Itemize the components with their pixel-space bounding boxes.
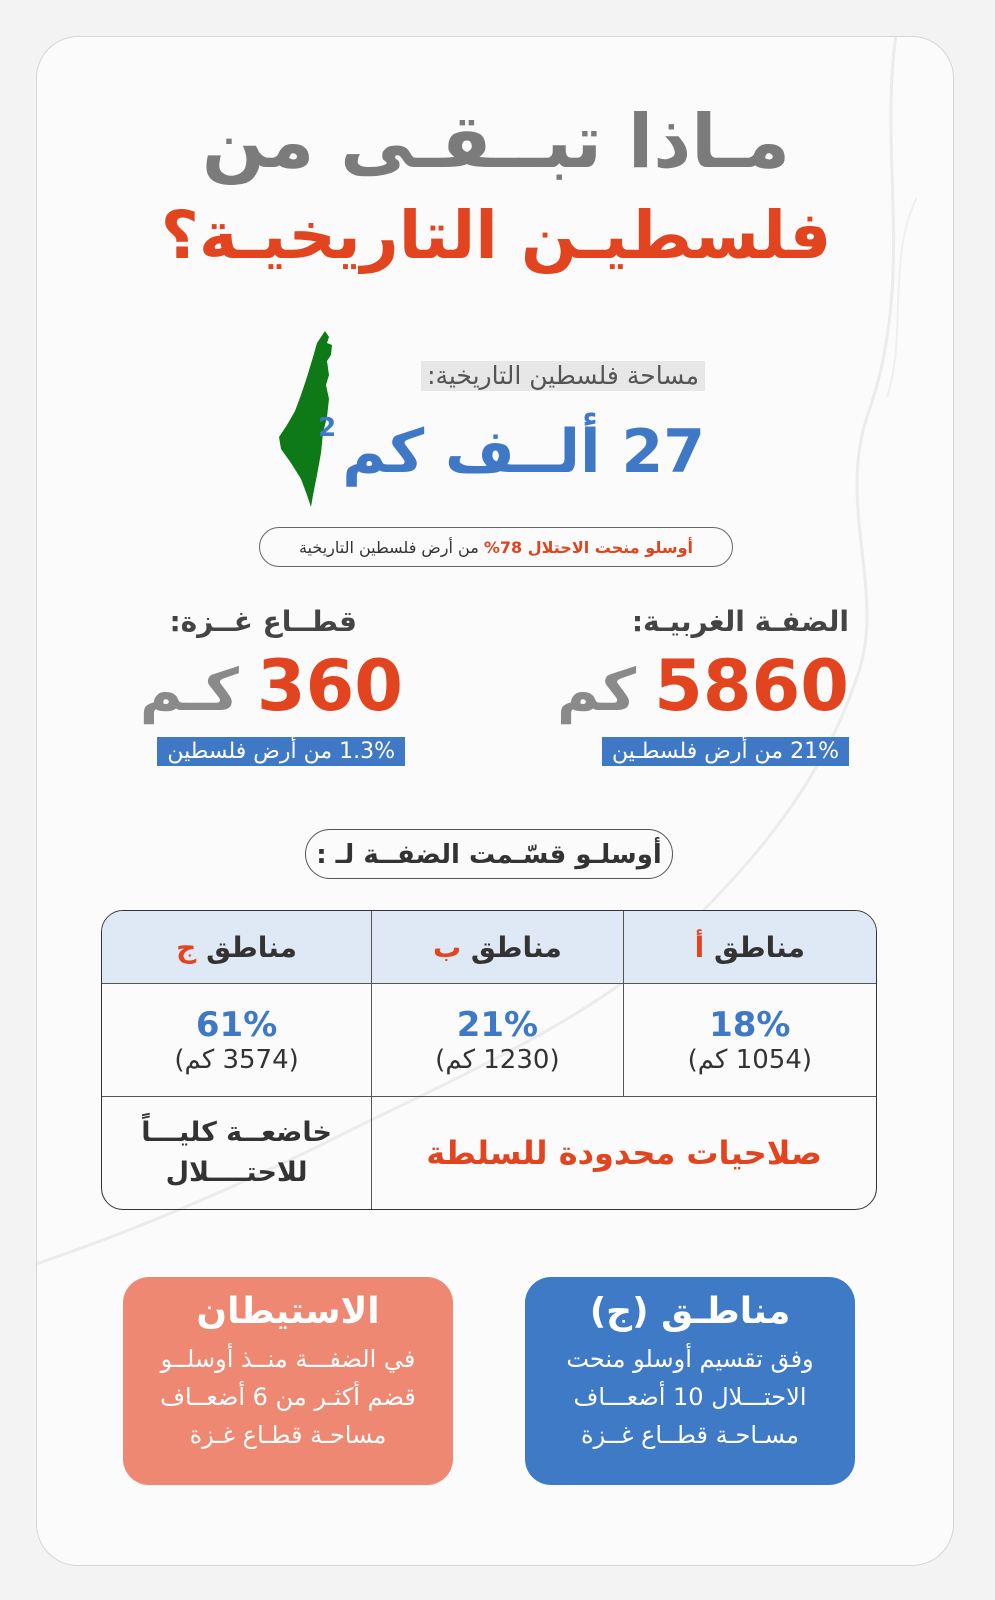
zone-c-letter: ج: [176, 930, 197, 964]
squared-superscript: 2: [318, 413, 337, 443]
gaza-percent: 1.3% من أرض فلسطين: [157, 737, 405, 766]
zone-c-header: مناطق ج: [102, 911, 371, 984]
area-c-line1: وفق تقسيم أوسلو منحت: [566, 1345, 814, 1373]
limited-authority-text: صلاحيات محدودة للسلطة: [426, 1134, 822, 1172]
gaza-number: 360: [256, 645, 403, 727]
gaza-area: [140, 645, 403, 727]
oslo-note-highlight: أوسلو منحت الاحتلال 78%: [483, 538, 694, 557]
area-c-title: مناطـق (ج): [589, 1291, 791, 1332]
zone-b-letter: ب: [433, 930, 462, 964]
settlement-line2: قضم أكثـر من 6 أضعــاف: [160, 1383, 416, 1411]
zone-a-values: [623, 984, 876, 1097]
zone-c-percent: 61%: [195, 1005, 278, 1045]
full-control-line1: خاضعــة كليـــاً: [141, 1117, 332, 1148]
west-bank-area: [557, 645, 849, 727]
zone-a-percent: 18%: [709, 1005, 791, 1045]
page-title-line1: مـاذا تبــقـى من: [201, 99, 791, 185]
zone-a-header: مناطق أ: [623, 911, 876, 984]
zone-b-area: (1230 كم): [435, 1045, 560, 1075]
settlement-title: الاستيطان: [196, 1291, 380, 1332]
west-bank-unit: كم: [556, 656, 637, 724]
gaza-block: [169, 605, 357, 638]
zone-c-area: (3574 كم): [174, 1045, 299, 1075]
zone-b-percent: 21%: [456, 1005, 539, 1045]
zones-header-row: [102, 911, 876, 984]
west-bank-name: الضفـة الغربيـة:: [631, 605, 849, 638]
area-c-box: [525, 1277, 855, 1485]
page-title-line2: فلسطيـن التاريخيـة؟: [160, 197, 832, 274]
historic-area-label: مساحة فلسطين التاريخية:: [421, 361, 705, 391]
west-bank-number: 5860: [654, 645, 849, 727]
west-bank-percent: 21% من أرض فلسطـين: [602, 737, 849, 766]
settlement-box: [123, 1277, 453, 1485]
full-control-cell: [102, 1097, 371, 1209]
zones-authority-row: [102, 1097, 876, 1209]
settlement-line1: في الضفـــة منــذ أوسلــو: [160, 1345, 416, 1373]
zones-values-row: [102, 984, 876, 1097]
historic-area-number: 27 ألــف كم: [342, 417, 705, 487]
oslo-78-note: [259, 527, 733, 567]
historic-area-value: [318, 413, 705, 487]
zones-table: [101, 910, 877, 1210]
full-control-line2: للاحتــــلال: [165, 1157, 308, 1188]
area-c-line2: الاحتـــلال 10 أضعـــاف: [573, 1383, 807, 1411]
zone-b-header: مناطق ب: [371, 911, 622, 984]
gaza-unit: كـم: [139, 656, 239, 724]
gaza-name: قطــاع غــزة:: [169, 605, 357, 638]
infographic-card: [36, 36, 954, 1566]
west-bank-block: [632, 605, 849, 638]
area-c-line3: مسـاحـة قطــاع غــزة: [581, 1421, 799, 1449]
zone-b-values: [371, 984, 622, 1097]
oslo-split-label: أوسلـو قسّـمت الضفــة لـ :: [305, 829, 673, 879]
settlement-line3: مساحـة قطـاع غـزة: [189, 1421, 387, 1449]
oslo-note-rest: من أرض فلسطين التاريخية: [298, 538, 484, 557]
zone-a-letter: أ: [694, 930, 705, 964]
zone-a-area: (1054 كم): [687, 1045, 813, 1075]
zone-c-values: [102, 984, 371, 1097]
limited-authority-cell: [371, 1097, 876, 1209]
